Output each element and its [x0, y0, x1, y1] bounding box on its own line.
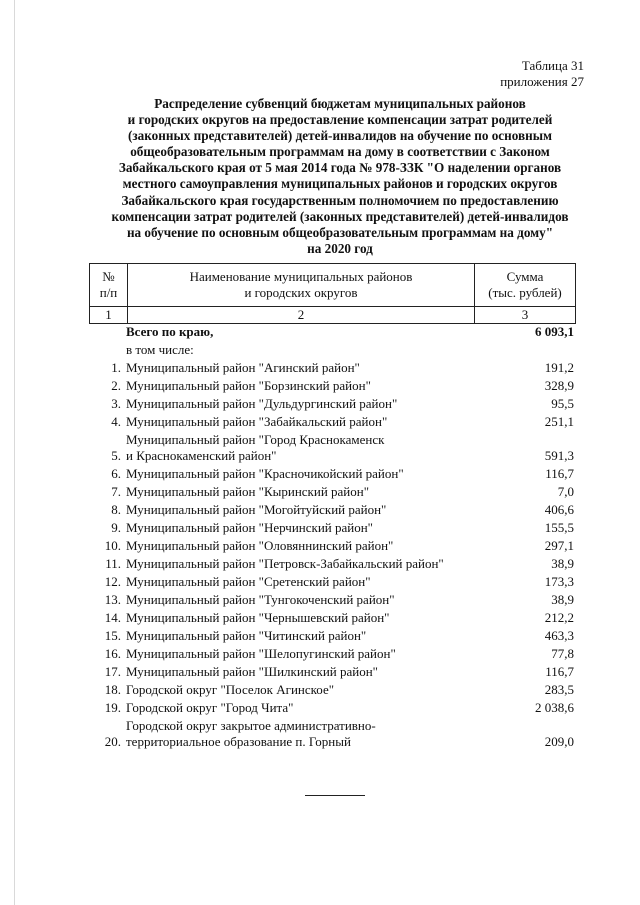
row-name — [124, 414, 494, 430]
row-number: 19. — [104, 700, 121, 715]
appendix-number: приложения 27 — [500, 74, 584, 89]
table-row — [89, 413, 576, 431]
row-name — [124, 592, 494, 608]
row-sum: 191,2 — [544, 360, 574, 375]
table-row — [89, 627, 576, 645]
row-number: 14. — [104, 610, 121, 625]
row-name-line: Муниципальный район "Тунгокоченский район" — [126, 592, 395, 607]
title-line: Забайкальского края государственным полномочием по предоставлению — [121, 192, 559, 208]
table-row — [89, 359, 576, 377]
table-row — [89, 483, 576, 501]
sum-header — [475, 264, 576, 307]
including-row — [89, 341, 576, 359]
col-number-2: 2 — [128, 307, 475, 324]
row-sum: 38,9 — [551, 592, 574, 607]
row-number: 10. — [104, 538, 121, 553]
table-row — [89, 717, 576, 751]
row-sum: 116,7 — [545, 466, 574, 481]
table-row — [89, 645, 576, 663]
row-name-line: Муниципальный район "Могойтуйский район" — [126, 502, 387, 517]
row-name-line: Муниципальный район "Оловяннинский район" — [126, 538, 394, 553]
table-row — [89, 681, 576, 699]
row-sum: 2 038,6 — [535, 700, 574, 715]
table-row — [89, 573, 576, 591]
row-sum: 95,5 — [551, 396, 574, 411]
row-sum: 328,9 — [544, 378, 574, 393]
num-header-line2: п/п — [99, 285, 118, 300]
row-number: 12. — [104, 574, 121, 589]
row-name-line: Муниципальный район "Сретенский район" — [126, 574, 371, 589]
row-sum: 297,1 — [544, 538, 574, 553]
row-name — [124, 484, 494, 500]
row-number: 16. — [104, 646, 121, 661]
row-sum: 38,9 — [551, 556, 574, 571]
row-name-line: Муниципальный район "Шилкинский район" — [126, 664, 378, 679]
table-row — [89, 591, 576, 609]
total-label: Всего по краю, — [126, 324, 214, 339]
title-line: на обучение по основным общеобразовательным программам на дому" — [126, 224, 554, 240]
row-name — [124, 664, 494, 680]
table-reference — [500, 58, 584, 90]
document-title — [90, 96, 590, 257]
row-sum: 463,3 — [544, 628, 574, 643]
row-name — [124, 378, 494, 394]
title-line: Забайкальского края от 5 мая 2014 года № 978-ЗЗК "О наделении органов — [118, 160, 562, 176]
row-name-line: Муниципальный район "Борзинский район" — [126, 378, 371, 393]
row-sum: 283,5 — [544, 682, 574, 697]
col-number-1: 1 — [90, 307, 128, 324]
row-name-line: Городской округ закрытое административно- — [126, 718, 376, 733]
num-header — [90, 264, 128, 307]
row-number: 5. — [111, 448, 121, 463]
table-row — [89, 537, 576, 555]
row-number: 3. — [111, 396, 121, 411]
row-number: 20. — [104, 734, 121, 749]
row-sum: 173,3 — [544, 574, 574, 589]
row-name-line: Муниципальный район "Красночикойский район" — [126, 466, 404, 481]
row-number: 6. — [111, 466, 121, 481]
including-label: в том числе: — [126, 342, 194, 357]
row-name — [124, 700, 494, 716]
row-name — [124, 646, 494, 662]
data-rows — [89, 323, 576, 751]
title-line: (законных представителей) детей-инвалидов на обучение по основным — [127, 128, 553, 144]
row-name-line: Муниципальный район "Шелопугинский район" — [126, 646, 396, 661]
table-row — [89, 465, 576, 483]
row-number: 9. — [111, 520, 121, 535]
row-number: 4. — [111, 414, 121, 429]
table-row — [89, 431, 576, 465]
title-line: Распределение субвенций бюджетам муниципальных районов — [154, 96, 526, 111]
row-name-line: Муниципальный район "Нерчинский район" — [126, 520, 373, 535]
sum-header-line2: (тыс. рублей) — [488, 285, 562, 300]
row-number: 17. — [104, 664, 121, 679]
row-number: 2. — [111, 378, 121, 393]
table-row — [89, 699, 576, 717]
row-name-line: Муниципальный район "Петровск-Забайкальский район" — [126, 556, 444, 571]
name-header-line1: Наименование муниципальных районов — [189, 269, 413, 284]
sum-header-line1: Сумма — [506, 269, 544, 284]
row-sum: 116,7 — [545, 664, 574, 679]
row-name-line: Муниципальный район "Город Краснокаменск — [126, 432, 385, 447]
row-sum: 209,0 — [544, 734, 574, 749]
row-name-line: Муниципальный район "Агинский район" — [126, 360, 360, 375]
header-table — [89, 263, 576, 324]
row-sum: 591,3 — [544, 448, 574, 463]
num-header-line1: № — [102, 269, 115, 284]
row-number: 11. — [105, 556, 121, 571]
row-number: 18. — [104, 682, 121, 697]
col-number-3: 3 — [475, 307, 576, 324]
row-name-line: Муниципальный район "Кыринский район" — [126, 484, 370, 499]
row-name — [124, 432, 494, 464]
row-name — [124, 466, 494, 482]
row-number: 8. — [111, 502, 121, 517]
table-row — [89, 663, 576, 681]
table-row — [89, 555, 576, 573]
row-name-line: Городской округ "Поселок Агинское" — [126, 682, 335, 697]
total-sum: 6 093,1 — [535, 324, 574, 339]
row-name — [124, 610, 494, 626]
row-name — [124, 360, 494, 376]
name-header — [128, 264, 475, 307]
title-line: местного самоуправления муниципальных районов и городских округов — [122, 176, 558, 192]
title-line: компенсации затрат родителей (законных представителей) детей-инвалидов — [111, 208, 569, 224]
name-header-line2: и городских округов — [244, 285, 358, 300]
row-sum: 7,0 — [557, 484, 574, 499]
row-name — [124, 502, 494, 518]
table-row — [89, 519, 576, 537]
title-line: на 2020 год — [307, 240, 373, 256]
district-list — [89, 359, 576, 751]
row-name-line: Муниципальный район "Забайкальский район" — [126, 414, 388, 429]
row-name — [124, 556, 494, 572]
row-number: 15. — [104, 628, 121, 643]
row-name-line: Городской округ "Город Чита" — [126, 700, 294, 715]
row-name-line: Муниципальный район "Чернышевский район" — [126, 610, 390, 625]
row-number: 7. — [111, 484, 121, 499]
table-row — [89, 609, 576, 627]
row-name-line: Муниципальный район "Читинский район" — [126, 628, 367, 643]
title-line: общеобразовательным программам на дому в соответствии с Законом — [130, 144, 550, 160]
total-row — [89, 323, 576, 341]
row-sum: 77,8 — [551, 646, 574, 661]
row-name-line: Муниципальный район "Дульдургинский район" — [126, 396, 398, 411]
row-name — [124, 396, 494, 412]
scan-edge-line — [14, 0, 15, 905]
table-row — [89, 501, 576, 519]
row-name — [124, 538, 494, 554]
row-name-line: и Краснокаменский район" — [126, 448, 277, 463]
row-name — [124, 718, 494, 750]
row-name — [124, 628, 494, 644]
end-rule — [305, 795, 365, 796]
row-name-line: территориальное образование п. Горный — [126, 734, 351, 749]
row-sum: 251,1 — [544, 414, 574, 429]
title-line: и городских округов на предоставление компенсации затрат родителей — [127, 112, 553, 128]
row-name — [124, 520, 494, 536]
row-name — [124, 574, 494, 590]
row-number: 1. — [111, 360, 121, 375]
row-sum: 155,5 — [544, 520, 574, 535]
row-sum: 406,6 — [544, 502, 574, 517]
row-number: 13. — [104, 592, 121, 607]
row-sum: 212,2 — [544, 610, 574, 625]
table-row — [89, 377, 576, 395]
row-name — [124, 682, 494, 698]
table-number: Таблица 31 — [521, 58, 584, 73]
table-row — [89, 395, 576, 413]
